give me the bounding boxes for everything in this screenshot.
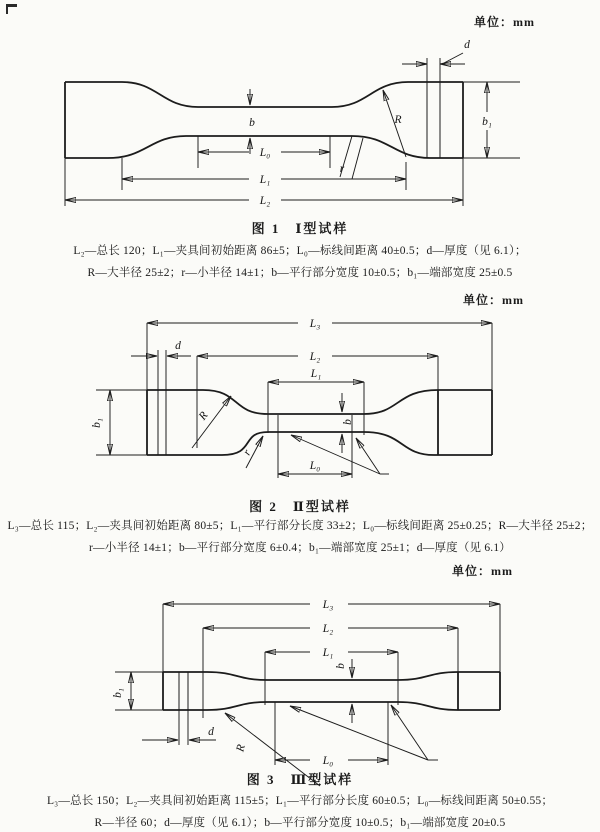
fig3-specimen-outline: [163, 672, 500, 710]
fig1-dim-L0: [198, 136, 330, 168]
figure2-caption-line2: r—小半径 14±1；b—平行部分宽度 6±0.4；b₁—端部宽度 25±1；d—厚度（见 6.1）: [88, 542, 512, 554]
fig3-dim-L1: [265, 647, 398, 705]
fig3-dim-L3: [163, 599, 500, 672]
fig3-label-d: d: [208, 726, 214, 738]
fig2-dim-L0: [278, 415, 352, 478]
fig2-radius-r: [241, 436, 263, 468]
figure3-caption-line1: L₃—总长 150；L₂—夹具间初始距离 115±5；L₁—平行部分长度 60±0.5；L₀—标线间距离 50±0.55；: [46, 795, 554, 807]
fig2-radius-R: [192, 396, 231, 448]
fig3-dim-b1: [112, 672, 163, 710]
figure3-caption-line2: R—半径 60；d—厚度（见 6.1）；b—平行部分宽度 10±0.5；b₁—端部宽度 20±0.5: [94, 817, 506, 829]
fig3-gauge-leaders: [290, 705, 438, 760]
fig2-label-R: R: [196, 409, 211, 423]
figure2-title: 图 2 Ⅱ型试样: [249, 499, 351, 514]
fig2-thickness-section: [131, 340, 191, 455]
fig2-label-d: d: [175, 340, 181, 352]
fig2-label-r: r: [241, 447, 254, 458]
fig1-label-L1: L₁: [259, 174, 271, 186]
fig3-label-L1: L₁: [322, 647, 334, 659]
fig1-dim-b: [249, 89, 255, 154]
fig3-dim-b: [335, 659, 352, 723]
fig1-label-L0: L₀: [259, 147, 271, 159]
figure1-caption-line2: R—大半径 25±2；r—小半径 14±1；b—平行部分宽度 10±0.5；b₁—端部宽度 25±0.5: [87, 267, 513, 279]
figure3-drawing: [0, 565, 600, 790]
fig1-label-d: d: [464, 39, 470, 51]
fig1-label-b: b: [249, 117, 255, 129]
fig3-label-L2: L₂: [322, 623, 334, 635]
fig1-label-R: R: [394, 114, 402, 126]
unit-label-fig2: 单位：mm: [463, 293, 524, 307]
fig2-label-b1: b₁: [91, 418, 103, 428]
fig3-label-L0: L₀: [322, 755, 334, 767]
fig3-label-R: R: [234, 743, 248, 754]
fig1-label-L2: L₂: [259, 195, 271, 207]
fig1-radius-r: [340, 136, 363, 179]
fig3-label-b1: b₁: [112, 688, 124, 698]
fig2-label-L0: L₀: [309, 460, 321, 472]
fig1-dim-L1: [122, 158, 406, 190]
fig2-specimen-outline: [147, 390, 492, 458]
figure1-drawing: [0, 0, 600, 218]
fig1-label-r: r: [339, 163, 345, 175]
fig2-label-L3: L₃: [309, 318, 321, 330]
figure2-drawing: [0, 290, 600, 495]
fig3-label-b: b: [335, 663, 347, 669]
fig2-dim-b1: [91, 390, 147, 455]
fig2-gauge-leaders: [291, 435, 389, 474]
figure1-caption-line1: L₂—总长 120；L₁—夹具间初始距离 86±5；L₀—标线间距离 40±0.5；d—厚度（见 6.1）；: [73, 245, 527, 257]
fig2-label-L2: L₂: [309, 351, 321, 363]
figure3-title: 图 3 Ⅲ型试样: [246, 772, 354, 787]
fig3-dim-L0: [275, 702, 388, 767]
figure1-title: 图 1 Ⅰ型试样: [251, 221, 349, 236]
figure2-caption-line1: L₃—总长 115；L₂—夹具间初始距离 80±5；L₁—平行部分长度 33±2；L₀—标线间距离 25±0.25；R—大半径 25±2；: [7, 520, 593, 532]
fig3-label-L3: L₃: [322, 599, 334, 611]
unit-label-fig3: 单位：mm: [452, 564, 513, 578]
fig1-radius-R: [383, 90, 406, 157]
unit-label-fig1: 单位：mm: [474, 15, 535, 29]
fig2-label-L1: L₁: [310, 368, 322, 380]
fig1-label-b1: b₁: [482, 116, 492, 128]
fig1-dim-b1: [463, 82, 520, 158]
fig3-thickness-section: [142, 672, 216, 745]
fig1-thickness-section: [402, 39, 470, 158]
fig2-label-b: b: [342, 419, 354, 425]
